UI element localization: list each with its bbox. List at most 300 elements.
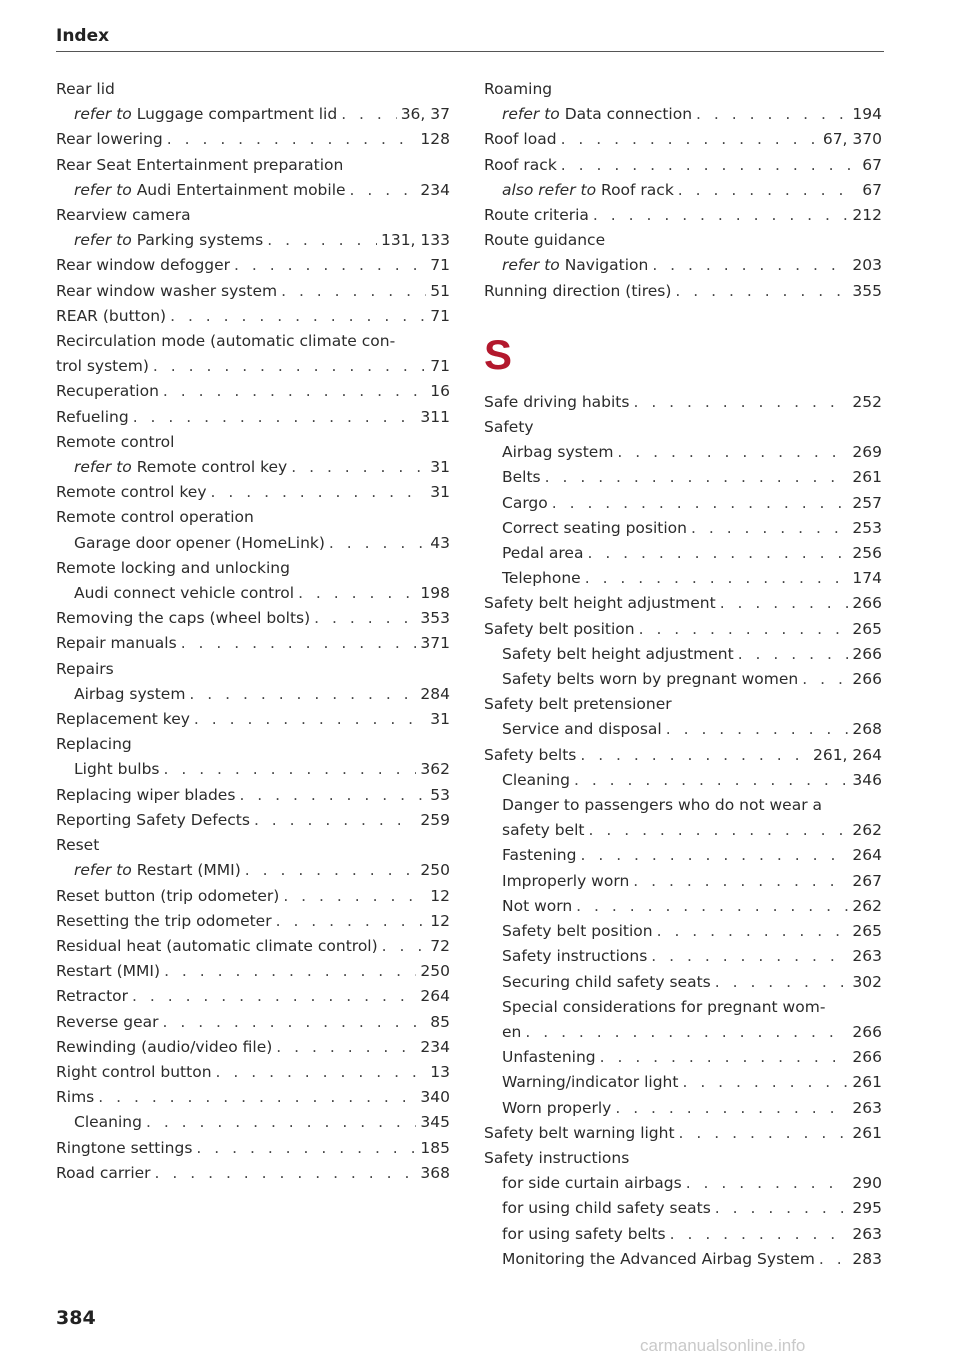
entry-term: Warning/indicator light [502, 1073, 679, 1092]
cross-reference-label: refer to [74, 861, 132, 880]
dot-leader [657, 919, 849, 944]
entry-text-group [502, 667, 798, 692]
index-subentry [484, 178, 882, 203]
entry-text-group [484, 127, 557, 152]
dot-leader [196, 1136, 416, 1161]
index-entry [56, 329, 450, 354]
dot-leader [561, 127, 819, 152]
index-entry [484, 390, 882, 415]
entry-term: Audi connect vehicle control [74, 584, 295, 603]
dot-leader [181, 631, 417, 656]
index-subentry [56, 178, 450, 203]
entry-term: Cleaning [502, 770, 570, 789]
entry-text-group [484, 153, 557, 178]
entry-text-group [502, 1096, 611, 1121]
entry-term: Safe driving habits [484, 392, 630, 411]
entry-term: Road carrier [56, 1163, 151, 1182]
entry-text-group [56, 1060, 212, 1085]
entry-text-group [56, 808, 250, 833]
entry-page-ref: 256 [852, 544, 882, 563]
dot-leader [738, 642, 849, 667]
index-entry [56, 379, 450, 404]
index-subentry [56, 1110, 450, 1135]
entry-page-ref: 266 [852, 644, 882, 663]
entry-text-group [56, 707, 190, 732]
header-divider [56, 51, 884, 52]
entry-term: Garage door opener (HomeLink) [74, 533, 325, 552]
index-entry [56, 505, 450, 530]
dot-leader [633, 869, 848, 894]
entry-page-ref: 234 [420, 1037, 450, 1056]
dot-leader [162, 1010, 426, 1035]
dot-leader [382, 934, 427, 959]
entry-page-ref: 355 [852, 281, 882, 300]
entry-text-group [502, 465, 541, 490]
entry-term: Reporting Safety Defects [56, 810, 250, 829]
index-entry [56, 934, 450, 959]
dot-leader [170, 304, 426, 329]
entry-term: Service and disposal [502, 720, 662, 739]
entry-text-group [56, 783, 235, 808]
index-subentry [56, 581, 450, 606]
index-subentry [484, 1045, 882, 1070]
dot-leader [276, 909, 427, 934]
dot-leader [245, 858, 417, 883]
entry-text-group [74, 455, 287, 480]
dot-leader [696, 102, 848, 127]
entry-term: Repairs [56, 659, 114, 678]
cross-reference-label: refer to [74, 180, 132, 199]
entry-term: Safety belt warning light [484, 1123, 675, 1142]
entry-term: Safety belt position [502, 922, 653, 941]
index-entry [484, 591, 882, 616]
entry-text-group [56, 1161, 151, 1186]
entry-term: Securing child safety seats [502, 972, 711, 991]
entry-text-group [56, 379, 159, 404]
entry-text-group [56, 934, 378, 959]
dot-leader [580, 843, 848, 868]
entry-term: Recuperation [56, 382, 159, 401]
index-subentry [56, 682, 450, 707]
index-entry [56, 77, 450, 102]
entry-text-group [74, 178, 346, 203]
dot-leader [163, 379, 426, 404]
dot-leader [600, 1045, 849, 1070]
entry-text-group [484, 231, 605, 249]
dot-leader [580, 743, 809, 768]
entry-page-ref: 266 [852, 1048, 882, 1067]
entry-term: Restart (MMI) [56, 962, 161, 981]
dot-leader [216, 1060, 427, 1085]
entry-term: Retractor [56, 987, 129, 1006]
entry-page-ref: 302 [852, 972, 882, 991]
entry-page-ref: 85 [430, 1012, 450, 1031]
index-column-left [56, 77, 450, 1186]
dot-leader [146, 1110, 416, 1135]
entry-text-group [502, 843, 576, 868]
entry-term: Pedal area [502, 544, 584, 563]
entry-text-group [56, 279, 277, 304]
entry-term: safety belt [502, 821, 585, 840]
index-entry [484, 153, 882, 178]
entry-text-group [74, 228, 263, 253]
entry-text-group [502, 1196, 711, 1221]
entry-term: Monitoring the Advanced Airbag System [502, 1249, 815, 1268]
entry-term: Roof rack [484, 155, 557, 174]
index-subentry [484, 843, 882, 868]
entry-page-ref: 264 [852, 846, 882, 865]
entry-text-group [56, 606, 310, 631]
dot-leader [254, 808, 416, 833]
entry-text-group [502, 919, 653, 944]
index-subentry [484, 465, 882, 490]
dot-leader [720, 591, 849, 616]
entry-text-group [56, 480, 207, 505]
entry-page-ref: 257 [852, 493, 882, 512]
entry-text-group [502, 491, 548, 516]
entry-text-group [56, 559, 290, 577]
entry-term: Special considerations for pregnant wom- [502, 997, 826, 1016]
entry-term: Remote control operation [56, 508, 254, 527]
index-subentry [56, 858, 450, 883]
entry-text-group [484, 617, 635, 642]
entry-page-ref: 266 [852, 594, 882, 613]
entry-term: Ringtone settings [56, 1138, 193, 1157]
dot-leader [155, 1161, 417, 1186]
entry-text-group [74, 682, 185, 707]
entry-page-ref: 203 [852, 256, 882, 275]
entry-text-group [56, 735, 132, 753]
entry-text-group [74, 858, 241, 883]
index-subentry [484, 1222, 882, 1247]
entry-term: Restart (MMI) [136, 861, 241, 880]
entry-term: Safety belts [484, 745, 577, 764]
dot-leader [666, 717, 849, 742]
entry-term: Navigation [564, 256, 649, 275]
entry-text-group [56, 354, 149, 379]
entry-text-group [502, 869, 629, 894]
index-subentry [484, 793, 882, 818]
dot-leader [211, 480, 427, 505]
entry-text-group [484, 279, 671, 304]
entry-page-ref: 353 [420, 609, 450, 628]
index-entry [484, 77, 882, 102]
index-subentry [484, 566, 882, 591]
entry-page-ref: 262 [852, 821, 882, 840]
entry-page-ref: 268 [852, 720, 882, 739]
dot-leader [585, 566, 849, 591]
entry-page-ref: 67 [862, 155, 882, 174]
entry-term: Correct seating position [502, 518, 687, 537]
entry-page-ref: 261 [852, 468, 882, 487]
index-subentry [484, 818, 882, 843]
entry-page-ref: 31 [430, 483, 450, 502]
entry-text-group [74, 581, 294, 606]
entry-text-group [502, 1171, 682, 1196]
entry-term: Airbag system [502, 443, 614, 462]
index-subentry [484, 995, 882, 1020]
index-entry [56, 732, 450, 757]
dot-leader [678, 178, 858, 203]
entry-page-ref: 198 [420, 584, 450, 603]
index-entry [56, 1136, 450, 1161]
entry-page-ref: 12 [430, 886, 450, 905]
section-letter: S [484, 330, 513, 378]
entry-page-ref: 212 [852, 206, 882, 225]
dot-leader [133, 405, 417, 430]
entry-term: Improperly worn [502, 871, 630, 890]
entry-text-group [56, 959, 160, 984]
entry-term: Roof load [484, 130, 557, 149]
entry-term: Fastening [502, 846, 577, 865]
dot-leader [164, 959, 416, 984]
entry-term: Light bulbs [74, 760, 160, 779]
entry-page-ref: 31 [430, 710, 450, 729]
entry-term: Rearview camera [56, 206, 191, 225]
entry-term: Luggage compartment lid [136, 105, 338, 124]
entry-page-ref: 194 [852, 105, 882, 124]
entry-term: Safety belts worn by pregnant women [502, 670, 799, 689]
dot-leader [341, 102, 397, 127]
entry-text-group [56, 984, 128, 1009]
entry-text-group [502, 998, 825, 1016]
dot-leader [525, 1020, 848, 1045]
dot-leader [545, 465, 849, 490]
entry-text-group [502, 642, 734, 667]
dot-leader [576, 894, 848, 919]
dot-leader [574, 768, 848, 793]
dot-leader [98, 1085, 416, 1110]
index-subentry [484, 1171, 882, 1196]
entry-term: Resetting the trip odometer [56, 911, 272, 930]
index-subentry [484, 440, 882, 465]
dot-leader [314, 606, 416, 631]
entry-page-ref: 295 [852, 1199, 882, 1218]
entry-page-ref: 174 [852, 569, 882, 588]
entry-text-group [502, 944, 647, 969]
entry-page-ref: 250 [420, 962, 450, 981]
entry-text-group [502, 1045, 596, 1070]
dot-leader [267, 228, 377, 253]
index-subentry [56, 531, 450, 556]
dot-leader [167, 127, 417, 152]
entry-page-ref: 346 [852, 770, 882, 789]
index-subentry [484, 1020, 882, 1045]
index-subentry [484, 894, 882, 919]
entry-term: Danger to passengers who do not wear a [502, 796, 822, 815]
index-entry [56, 959, 450, 984]
cross-reference-label: refer to [74, 231, 132, 250]
index-entry [484, 415, 882, 440]
entry-text-group [502, 717, 662, 742]
entry-page-ref: 71 [430, 256, 450, 275]
entry-term: Safety belt position [484, 619, 635, 638]
entry-page-ref: 371 [420, 634, 450, 653]
index-entry [56, 1161, 450, 1186]
entry-page-ref: 16 [430, 382, 450, 401]
entry-term: Remote control key [136, 458, 288, 477]
entry-text-group [484, 591, 716, 616]
entry-text-group [484, 80, 552, 98]
entry-term: for using child safety seats [502, 1199, 711, 1218]
entry-page-ref: 267 [852, 871, 882, 890]
dot-leader [652, 253, 848, 278]
entry-page-ref: 345 [420, 1113, 450, 1132]
dot-leader [587, 541, 848, 566]
index-subentry [484, 717, 882, 742]
index-entry [56, 127, 450, 152]
entry-page-ref: 67 [862, 180, 882, 199]
index-entry [56, 1035, 450, 1060]
entry-text-group [56, 80, 115, 98]
page-header-title: Index [56, 26, 110, 46]
entry-term: Repair manuals [56, 634, 177, 653]
dot-leader [283, 884, 426, 909]
dot-leader [651, 944, 848, 969]
entry-page-ref: 252 [852, 392, 882, 411]
entry-term: Replacing [56, 735, 132, 754]
dot-leader [164, 757, 417, 782]
entry-term: Rear lowering [56, 130, 163, 149]
entry-term: Safety [484, 418, 534, 437]
index-entry [56, 253, 450, 278]
entry-text-group [502, 1247, 815, 1272]
entry-term: Removing the caps (wheel bolts) [56, 609, 311, 628]
entry-term: Rims [56, 1088, 95, 1107]
dot-leader [153, 354, 426, 379]
entry-page-ref: 261 [852, 1123, 882, 1142]
index-subentry [56, 228, 450, 253]
entry-text-group [56, 1136, 192, 1161]
entry-page-ref: 253 [852, 518, 882, 537]
dot-leader [593, 203, 848, 228]
entry-page-ref: 263 [852, 1098, 882, 1117]
index-entry [56, 984, 450, 1009]
entry-term: Safety instructions [484, 1148, 630, 1167]
entry-term: for side curtain airbags [502, 1174, 682, 1193]
index-subentry [484, 1070, 882, 1095]
index-subentry [484, 869, 882, 894]
index-entry [56, 606, 450, 631]
entry-text-group [56, 156, 343, 174]
entry-term: Telephone [502, 569, 581, 588]
dot-leader [291, 455, 426, 480]
entry-term: Reset button (trip odometer) [56, 886, 280, 905]
index-entry [56, 556, 450, 581]
watermark: carmanualsonline.info [640, 1336, 806, 1355]
entry-text-group [56, 884, 279, 909]
entry-page-ref: 250 [420, 861, 450, 880]
entry-page-ref: 284 [420, 684, 450, 703]
entry-text-group [74, 531, 325, 556]
entry-text-group [56, 332, 395, 350]
entry-text-group [484, 1121, 675, 1146]
entry-page-ref: 290 [852, 1174, 882, 1193]
entry-term: trol system) [56, 357, 149, 376]
entry-page-ref: 263 [852, 947, 882, 966]
index-subentry [56, 455, 450, 480]
index-subentry [484, 768, 882, 793]
entry-page-ref: 368 [420, 1163, 450, 1182]
index-entry [484, 228, 882, 253]
entry-text-group [56, 304, 166, 329]
index-subentry [484, 1096, 882, 1121]
index-entry [484, 617, 882, 642]
entry-page-ref: 67, 370 [822, 130, 882, 149]
index-entry [56, 430, 450, 455]
dot-leader [715, 970, 849, 995]
entry-text-group [56, 127, 163, 152]
entry-page-ref: 262 [852, 896, 882, 915]
entry-text-group [484, 390, 629, 415]
dot-leader [298, 581, 416, 606]
entry-text-group [56, 206, 191, 224]
index-subentry [56, 757, 450, 782]
entry-page-ref: 265 [852, 922, 882, 941]
dot-leader [819, 1247, 849, 1272]
index-entry [56, 884, 450, 909]
index-subentry [484, 102, 882, 127]
entry-text-group [502, 1222, 666, 1247]
index-entry [56, 203, 450, 228]
entry-term: Safety belt height adjustment [502, 644, 734, 663]
entry-text-group [502, 768, 570, 793]
dot-leader [715, 1196, 849, 1221]
dot-leader [670, 1222, 849, 1247]
entry-term: Right control button [56, 1062, 212, 1081]
entry-term: Remote locking and unlocking [56, 558, 290, 577]
dot-leader [281, 279, 426, 304]
index-entry [56, 1060, 450, 1085]
entry-term: Roof rack [601, 180, 674, 199]
entry-term: Airbag system [74, 684, 186, 703]
cross-reference-label: refer to [74, 105, 132, 124]
entry-page-ref: 234 [420, 180, 450, 199]
entry-term: Remote control [56, 432, 175, 451]
dot-leader [639, 617, 849, 642]
entry-term: Refueling [56, 407, 129, 426]
entry-page-ref: 43 [430, 533, 450, 552]
entry-text-group [502, 796, 822, 814]
entry-term: Rear Seat Entertainment preparation [56, 155, 344, 174]
index-entry [56, 304, 450, 329]
entry-term: Rewinding (audio/video file) [56, 1037, 273, 1056]
entry-term: Rear window washer system [56, 281, 278, 300]
entry-text-group [56, 405, 129, 430]
entry-term: Rear lid [56, 80, 115, 98]
index-subentry [484, 491, 882, 516]
index-subentry [484, 1247, 882, 1272]
entry-text-group [502, 178, 674, 203]
dot-leader [276, 1035, 416, 1060]
index-entry [484, 1121, 882, 1146]
entry-text-group [484, 743, 576, 768]
dot-leader [561, 153, 858, 178]
entry-term: Remote control key [56, 483, 207, 502]
dot-leader [802, 667, 848, 692]
page-number: 384 [56, 1307, 96, 1329]
dot-leader [691, 516, 848, 541]
entry-page-ref: 265 [852, 619, 882, 638]
entry-text-group [56, 508, 254, 526]
entry-term: Running direction (tires) [484, 281, 672, 300]
entry-text-group [56, 1010, 158, 1035]
dot-leader [239, 783, 426, 808]
index-subentry [484, 970, 882, 995]
entry-term: REAR (button) [56, 306, 167, 325]
entry-page-ref: 261 [852, 1073, 882, 1092]
dot-leader [679, 1121, 849, 1146]
